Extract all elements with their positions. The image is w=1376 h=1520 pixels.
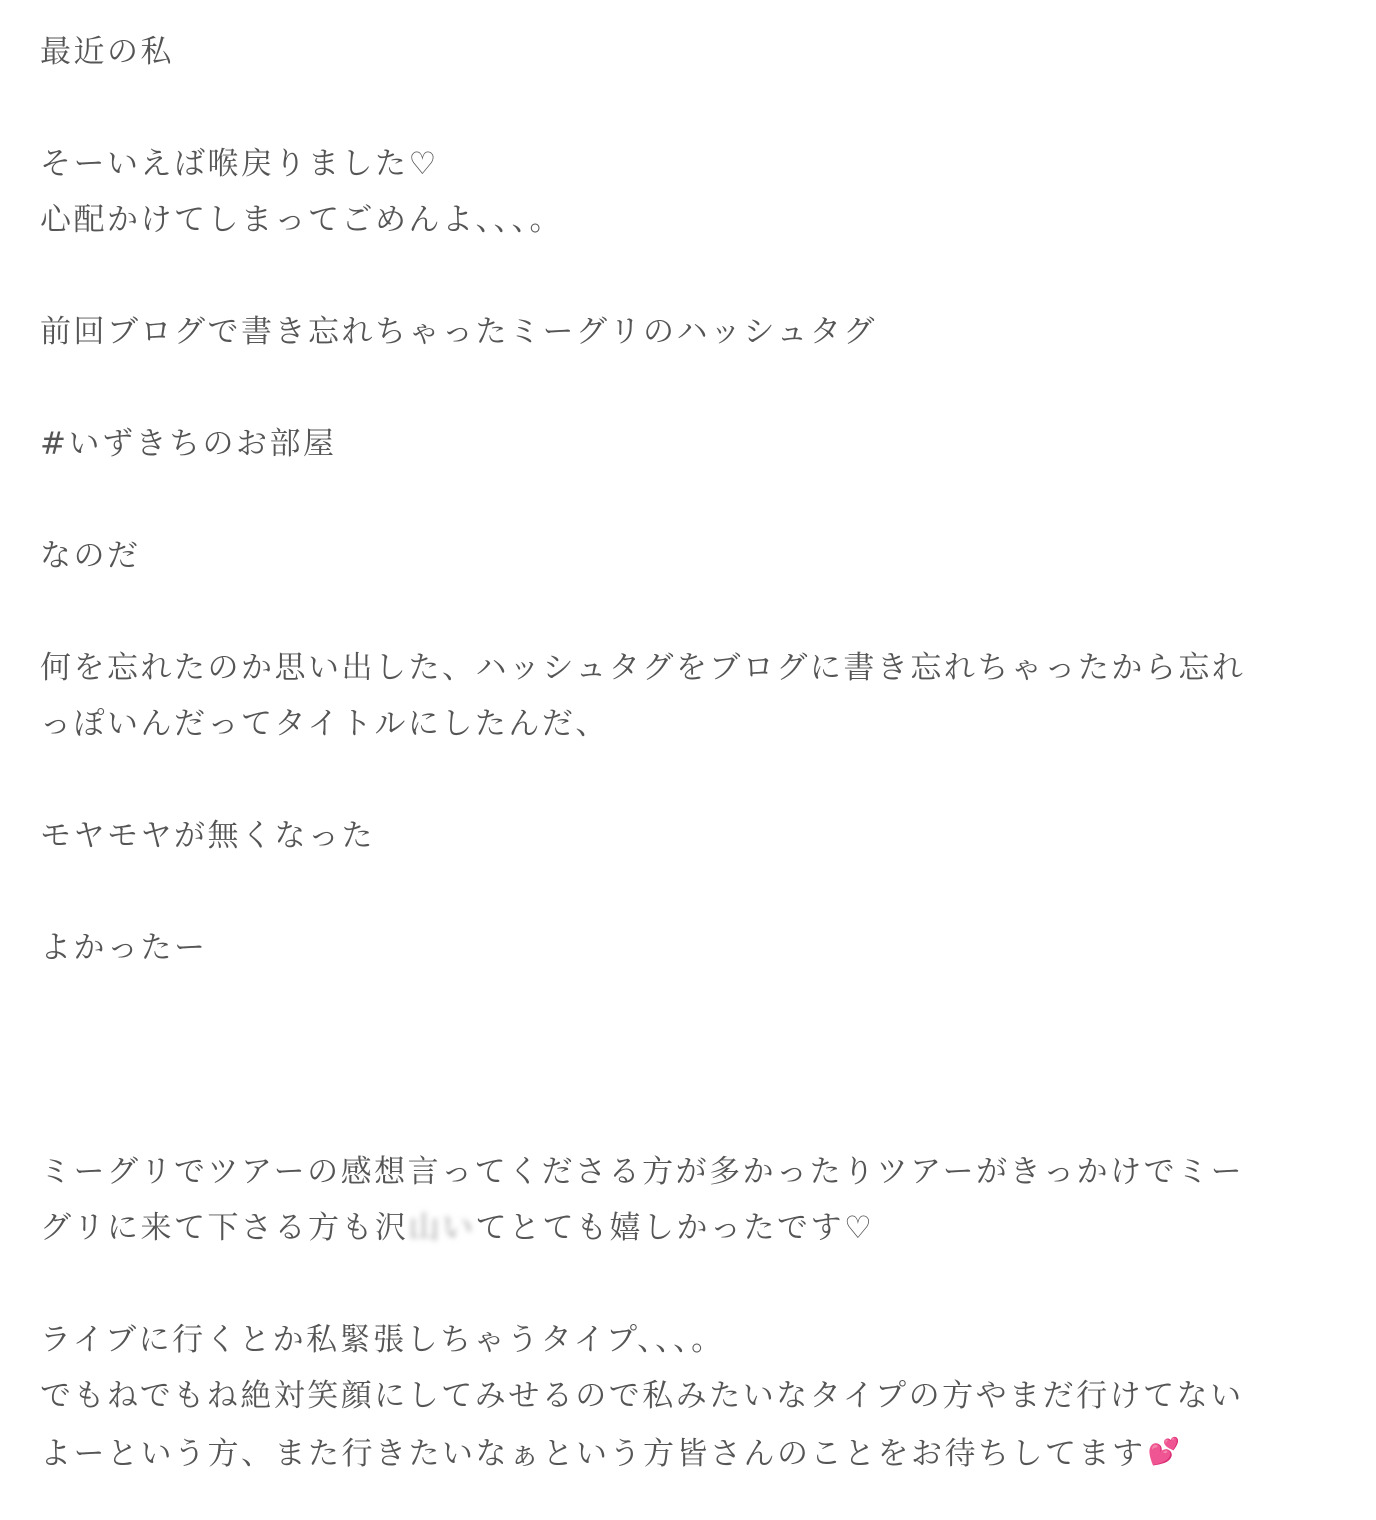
spacer [40,1256,1280,1312]
blurred-text: 山い [408,1210,476,1246]
spacer [40,752,1280,808]
paragraph-line: なのだ [40,538,141,574]
blog-post-body [40,24,1280,1480]
hashtag-link[interactable]: #いずきちのお部屋 [40,426,337,462]
two-hearts-icon: 💕 [1147,1437,1183,1467]
paragraph-line: 前回ブログで書き忘れちゃったミーグリのハッシュタグ [40,314,877,350]
post-title: 最近の私 [40,34,174,70]
paragraph-line: っぽいんだってタイトルにしたんだ、 [40,706,609,742]
spacer [40,360,1280,416]
paragraph-line: ミーグリでツアーの感想言ってくださる方が多かったりツアーがきっかけでミー [40,1154,1245,1190]
text-segment: よーという方、また行きたいなぁという方皆さんのことをお待ちしてます [40,1436,1146,1472]
spacer [40,1032,1280,1088]
spacer [40,472,1280,528]
paragraph-line: モヤモヤが無くなった [40,818,375,854]
paragraph-line: そーいえば喉戻りました♡ [40,146,439,182]
spacer [40,976,1280,1032]
text-segment: てとても嬉しかったです♡ [475,1210,875,1246]
paragraph-line [40,1200,1280,1256]
paragraph-line: 何を忘れたのか思い出した、ハッシュタグをブログに書き忘れちゃったから忘れ [40,650,1246,686]
text-segment: グリに来て下さる方も沢 [40,1210,409,1246]
spacer [40,80,1280,136]
paragraph-line [40,1424,1280,1480]
paragraph-line: よかったー [40,930,208,966]
paragraph-line: ライブに行くとか私緊張しちゃうタイプ、、、。 [40,1322,725,1358]
spacer [40,584,1280,640]
paragraph-line: 心配かけてしまってごめんよ、、、。 [40,202,563,238]
paragraph-line: でもねでもね絶対笑顔にしてみせるので私みたいなタイプの方やまだ行けてない [40,1378,1244,1414]
spacer [40,248,1280,304]
spacer [40,1088,1280,1144]
spacer [40,864,1280,920]
